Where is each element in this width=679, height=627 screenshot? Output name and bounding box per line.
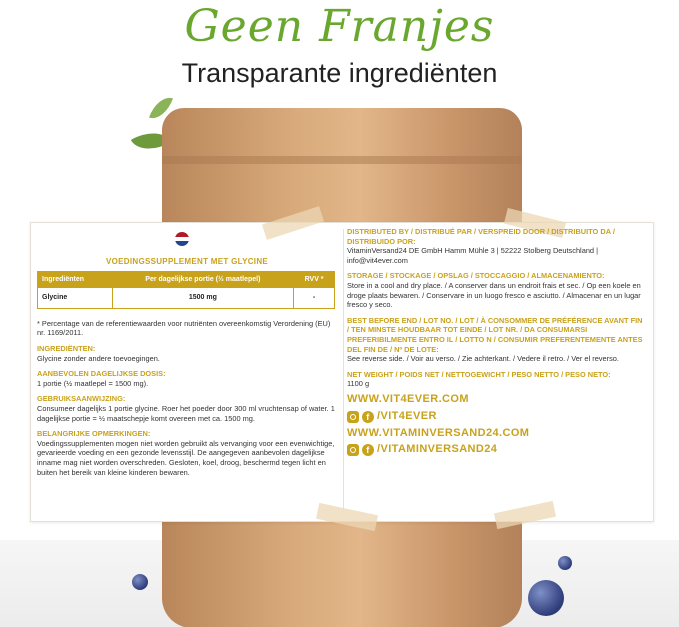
label-card xyxy=(30,222,654,522)
social-vit4ever[interactable] xyxy=(347,411,645,423)
label-left-column xyxy=(37,231,337,477)
distributed-text: VitaminVersand24 DE GmbH Hamm Mühle 3 | 52222 Stolberg Deutschland | info@vit4ever.com xyxy=(347,246,599,265)
section-heading: INGREDIËNTEN: xyxy=(37,343,96,353)
instagram-icon xyxy=(347,411,359,423)
facebook-icon: f xyxy=(362,444,374,456)
section-text: Glycine zonder andere toevoegingen. xyxy=(37,353,160,363)
section-heading: AANBEVOLEN DAGELIJKSE DOSIS: xyxy=(37,369,166,379)
website-link-vitaminversand24[interactable]: WWW.VITAMINVERSAND24.COM xyxy=(347,426,530,439)
table-row xyxy=(38,288,335,309)
social-handle: /VIT4EVER xyxy=(377,409,437,422)
tape xyxy=(494,501,556,529)
table-header: RVV * xyxy=(294,271,335,288)
section-text: 1 portie (½ maatlepel = 1500 mg). xyxy=(37,378,149,388)
pouch-seal xyxy=(162,156,522,164)
best-before-heading: BEST BEFORE END / LOT NO. / LOT / À CONSOMMER DE PRÉFÉRENCE AVANT FIN / TEN MINSTE HOUDBAAR TOT EINDE / LOT NR. / DA CONSUMARSI PREFERIBILMENTE ENTRO IL / LOTTO N / CONSUMIR PREFERENTEMENTE ANTES DEL FIN DE / Nº DE LOTE: xyxy=(347,315,643,354)
storage-heading: STORAGE / STOCKAGE / OPSLAG / STOCCAGGIO / ALMACENAMIENTO: xyxy=(347,271,605,281)
social-vitaminversand24[interactable] xyxy=(347,444,645,456)
distributed-heading: DISTRIBUTED BY / DISTRIBUÉ PAR / VERSPREID DOOR / DISTRIBUITO DA / DISTRIBUIDO POR: xyxy=(347,227,615,246)
storage-text: Store in a cool and dry place. / A conserver dans un endroit frais et sec. / Op een koele en droge plaats bewaren. / Conservare in un luogo fresco e asciutto. / Almacenar en un lugar fresco y seco. xyxy=(347,280,641,310)
ingredients-section xyxy=(37,344,337,363)
nutrition-table xyxy=(37,271,335,309)
best-before-text: See reverse side. / Voir au verso. / Zie achterkant. / Vedere il retro. / Ver el reverso. xyxy=(347,354,619,364)
blueberry xyxy=(528,580,564,616)
social-handle: /VITAMINVERSAND24 xyxy=(377,443,498,456)
product-title: VOEDINGSSUPPLEMENT MET GLYCINE xyxy=(105,257,269,266)
label-right-column xyxy=(347,227,645,456)
section-text: Consumeer dagelijks 1 portie glycine. Roer het poeder door 300 ml vruchtensap of water. 1 dagelijkse portie = ½ maatschepje komt overeen met ca. 1500 mg. xyxy=(37,403,335,423)
subtitle: Transparante ingrediënten xyxy=(181,58,498,88)
section-text: Voedingssupplementen mogen niet worden gebruikt als vervanging voor een evenwichtige, gevarieerde voeding en een gezonde levensstijl. De aangegeven aanbevolen dagelijkse inname mag niet worden overschreden. Gesloten, koel, droog, beschermd tegen licht en buiten het bereik van kleine kinderen bewaren. xyxy=(37,438,335,477)
table-header: Ingrediënten xyxy=(38,271,113,288)
section-heading: GEBRUIKSAANWIJZING: xyxy=(37,394,126,404)
website-link-vit4ever[interactable]: WWW.VIT4EVER.COM xyxy=(347,392,469,405)
facebook-icon: f xyxy=(362,411,374,423)
table-cell: - xyxy=(294,288,335,309)
instagram-icon xyxy=(347,444,359,456)
dosage-section xyxy=(37,369,337,388)
blueberry xyxy=(558,556,572,570)
net-weight-text: 1100 g xyxy=(347,379,370,389)
table-header: Per dagelijkse portie (½ maatlepel) xyxy=(112,271,294,288)
net-weight-heading: NET WEIGHT / POIDS NET / NETTOGEWICHT / PESO NETTO / PESO NETO: xyxy=(347,369,611,379)
blueberry xyxy=(132,574,148,590)
footnote: * Percentage van de referentiewaarden voor nutriënten overeenkomstig Verordening (EU) nr. 1169/2011. xyxy=(37,318,331,338)
table-cell: Glycine xyxy=(38,288,113,309)
script-title: Geen Franjes xyxy=(184,1,495,52)
table-cell: 1500 mg xyxy=(112,288,294,309)
column-divider xyxy=(343,229,344,515)
usage-section xyxy=(37,394,337,423)
section-heading: BELANGRIJKE OPMERKINGEN: xyxy=(37,429,151,439)
notes-section xyxy=(37,429,337,477)
